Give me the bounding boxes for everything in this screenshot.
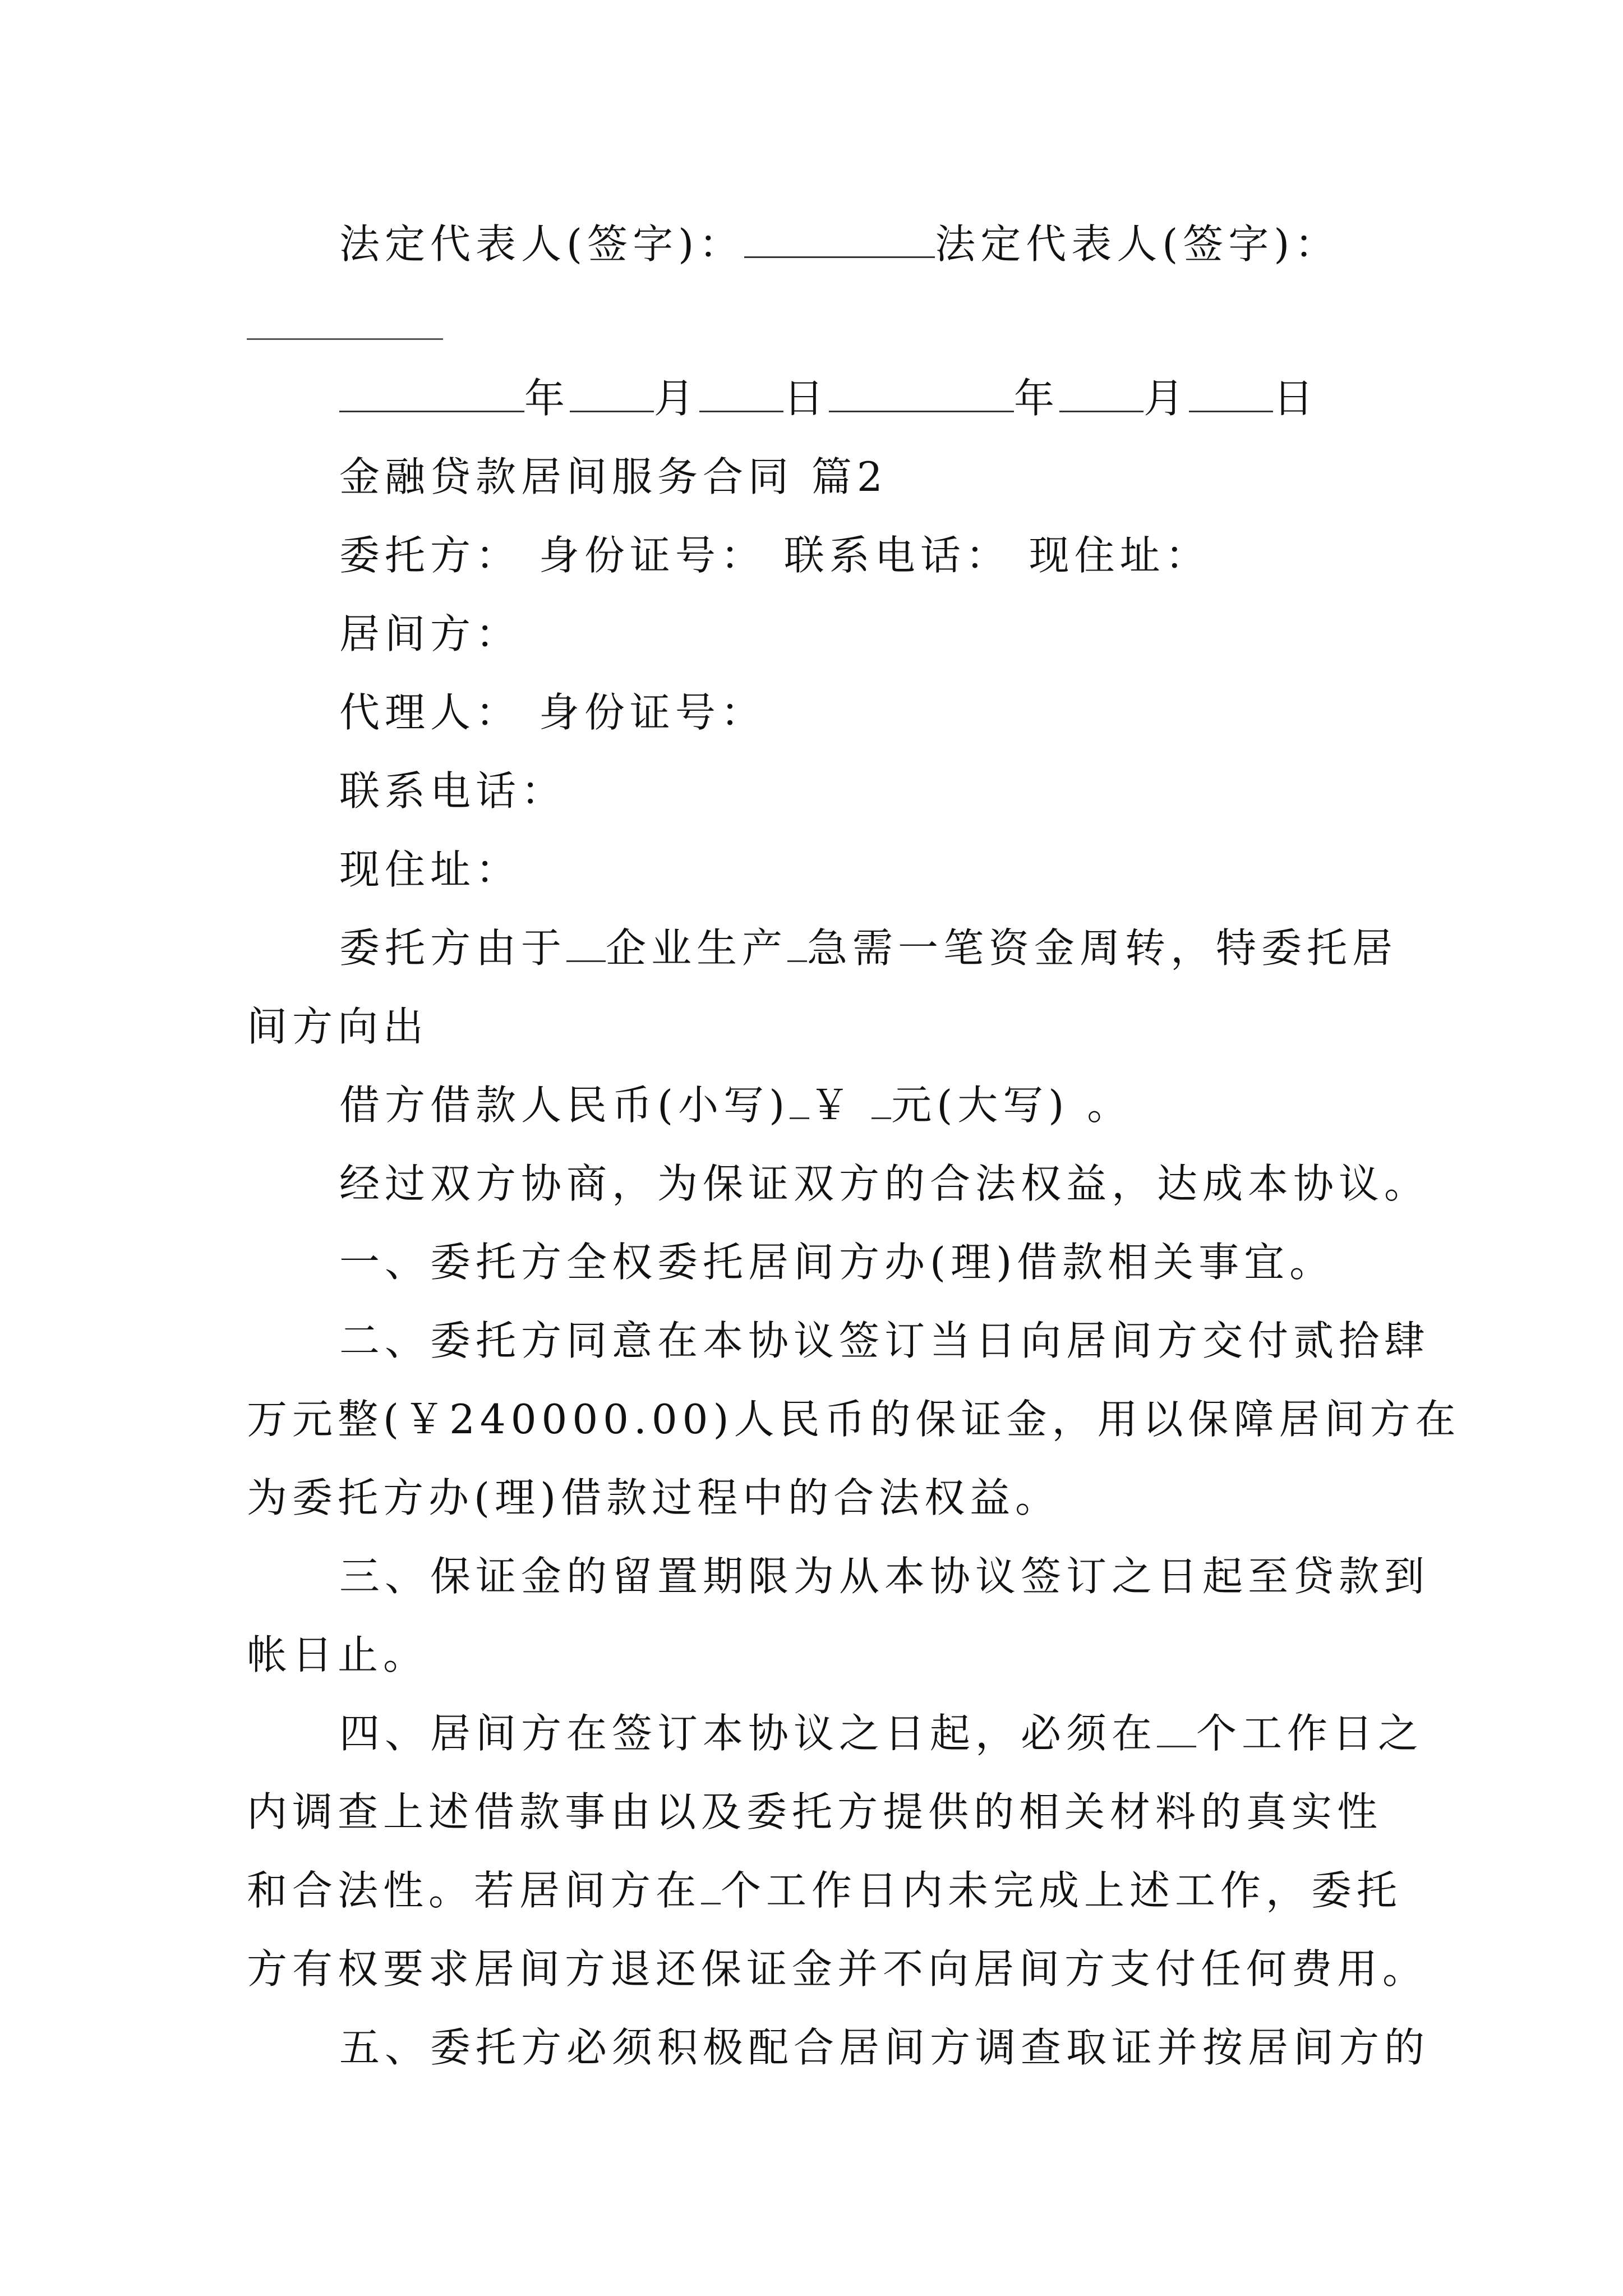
month-label-2: 月 (1144, 375, 1189, 422)
client-info-line: 委托方： 身份证号： 联系电话： 现住址： (339, 532, 1211, 579)
clause-4-text-b: 个工作日之 (1196, 1710, 1424, 1757)
day-label-2: 日 (1273, 375, 1319, 422)
purpose-text-a: 委托方由于 (339, 924, 567, 972)
clause-4-text-d: 个工作日内未完成上述工作，委托 (721, 1867, 1403, 1914)
loan-blank-a (790, 1083, 809, 1119)
month-blank-1 (570, 376, 654, 412)
clause-2-line-1: 二、委托方同意在本协议签订当日向居间方交付贰拾肆 (339, 1317, 1430, 1364)
consensus-line: 经过双方协商，为保证双方的合法权益，达成本协议。 (339, 1160, 1430, 1207)
loan-text-c: 元(大写) 。 (891, 1082, 1133, 1129)
year-label-1: 年 (524, 375, 570, 422)
clause-4-blank-a (1157, 1711, 1196, 1747)
loan-amount-line (0, 1077, 1623, 1133)
loan-text-a: 借方借款人民币(小写) (339, 1082, 790, 1129)
clause-5-line-1: 五、委托方必须积极配合居间方调查取证并按居间方的 (339, 2024, 1430, 2071)
day-blank-1 (699, 376, 783, 412)
agent-line: 代理人： 身份证号： (339, 689, 766, 736)
day-blank-2 (1189, 376, 1273, 412)
contract-heading: 金融贷款居间服务合同 篇2 (339, 453, 888, 500)
purpose-blank-b (787, 926, 807, 962)
clause-4-line-2: 内调查上述借款事由以及委托方提供的相关材料的真实性 (247, 1788, 1383, 1835)
clause-4-text-c: 和合法性。若居间方在 (247, 1867, 702, 1914)
clause-4-line-4: 方有权要求居间方退还保证金并不向居间方支付任何费用。 (247, 1945, 1428, 1993)
clause-1: 一、委托方全权委托居间方办(理)借款相关事宜。 (339, 1239, 1335, 1286)
clause-2-line-2: 万元整(￥240000.00)人民币的保证金，用以保障居间方在 (247, 1396, 1461, 1443)
loan-blank-b (872, 1083, 891, 1119)
clause-3-line-2: 帐日止。 (247, 1631, 429, 1678)
year-label-2: 年 (1014, 375, 1060, 422)
purpose-text-c: 急需一笔资金周转，特委托居 (807, 924, 1398, 972)
purpose-text-b: 企业生产 (606, 924, 788, 972)
broker-line: 居间方： (339, 610, 522, 657)
clause-4-text-a: 四、居间方在签订本协议之日起，必须在 (339, 1710, 1158, 1757)
signature-blank-a (744, 222, 935, 258)
clause-3-line-1: 三、保证金的留置期限为从本协议签订之日起至贷款到 (339, 1553, 1430, 1600)
clause-4-line-3 (0, 1862, 1623, 1918)
loan-currency: ￥ (809, 1082, 855, 1129)
year-blank-1 (339, 376, 524, 412)
phone-line: 联系电话： (339, 767, 567, 815)
purpose-blank-a (566, 926, 606, 962)
day-label-1: 日 (783, 375, 829, 422)
signature-label-b: 法定代表人(签字)： (935, 220, 1340, 268)
date-row (0, 370, 1623, 426)
month-label-1: 月 (654, 375, 700, 422)
year-blank-2 (829, 376, 1014, 412)
purpose-line-1 (0, 920, 1623, 976)
signature-label-a: 法定代表人(签字)： (339, 220, 745, 268)
clause-2-line-3: 为委托方办(理)借款过程中的合法权益。 (247, 1474, 1061, 1521)
clause-4-blank-b (701, 1868, 721, 1904)
clause-4-line-1 (0, 1705, 1623, 1761)
signature-line (0, 216, 1623, 272)
purpose-line-2: 间方向出 (247, 1003, 429, 1050)
month-blank-2 (1059, 376, 1144, 412)
signature-blank-b (247, 338, 443, 340)
address-line: 现住址： (339, 846, 522, 893)
